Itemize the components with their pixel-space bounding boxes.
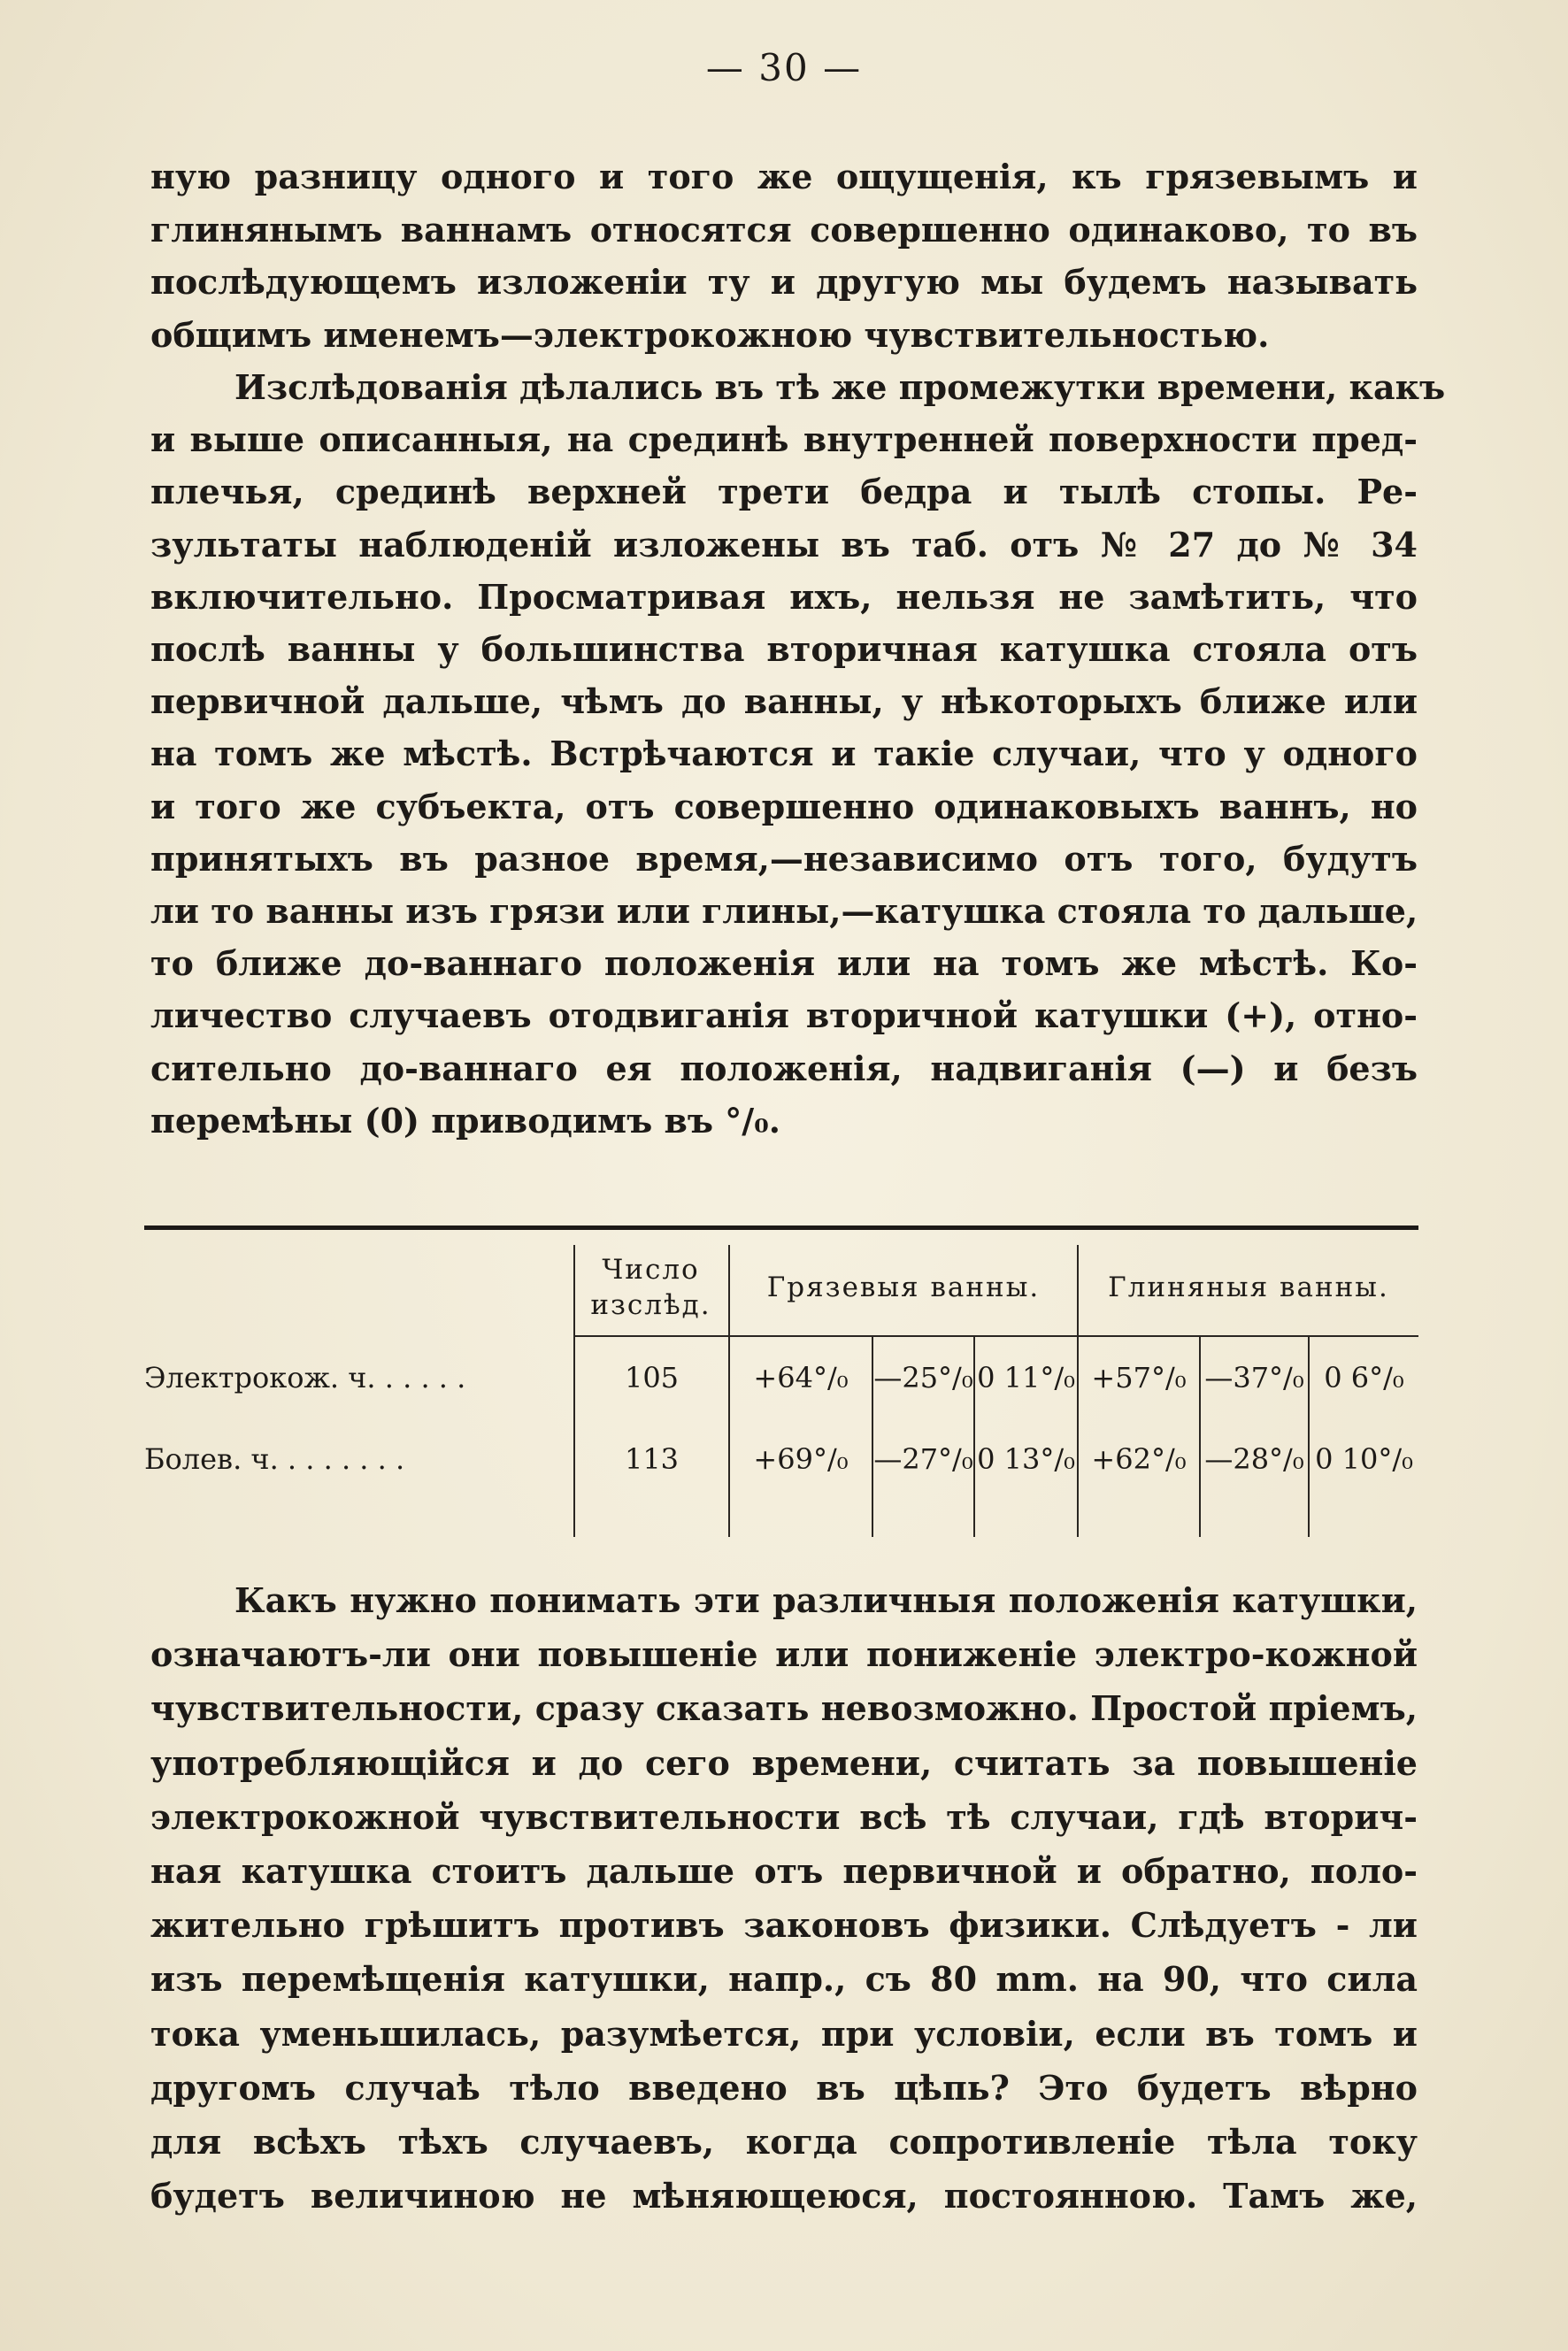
- page-number: — 30 —: [705, 46, 863, 89]
- text-line: первичной дальше, чѣмъ до ванны, у нѣкоторыхъ ближе или: [150, 681, 1418, 722]
- text-line: ную разницу одного и того же ощущенія, къ грязевымъ и: [150, 157, 1418, 196]
- cell-count: 113: [624, 1442, 680, 1476]
- cell-mud-zero: 0 13°/₀: [977, 1442, 1075, 1476]
- cell-mud-minus: —25°/₀: [873, 1361, 973, 1394]
- text-line: Какъ нужно понимать эти различныя положенія катушки,: [234, 1580, 1418, 1620]
- text-line: другомъ случаѣ тѣло введено въ цѣпь? Это будетъ вѣрно: [150, 2067, 1418, 2108]
- cell-clay-plus: +57°/₀: [1091, 1361, 1187, 1394]
- text-line: и выше описанныя, на срединѣ внутренней поверхности пред-: [150, 419, 1418, 460]
- cell-mud-minus: —27°/₀: [873, 1442, 973, 1476]
- text-line: изъ перемѣщенія катушки, напр., съ 80 mm. на 90, что сила: [150, 1959, 1418, 2000]
- text-line: зультаты наблюденій изложены въ таб. отъ № 27 до № 34: [150, 524, 1418, 565]
- paragraph-3: [150, 1573, 1418, 2223]
- text-line: Изслѣдованія дѣлались въ тѣ же промежутки времени, какъ: [234, 367, 1446, 407]
- results-table: [144, 1225, 1418, 1544]
- header-clay-baths: Глиняныя ванны.: [1108, 1272, 1389, 1303]
- text-line: жительно грѣшитъ противъ законовъ физики. Слѣдуетъ - ли: [150, 1905, 1418, 1946]
- cell-clay-zero: 0 10°/₀: [1315, 1442, 1413, 1476]
- text-line: послѣдующемъ изложеніи ту и другую мы будемъ называть: [150, 262, 1418, 302]
- text-line: ли то ванны изъ грязи или глины,—катушка стояла то дальше,: [150, 891, 1418, 932]
- text-line: личество случаевъ отодвиганія вторичной катушки (+), отно-: [150, 995, 1418, 1036]
- row-label: Электрокож. ч. . . . . .: [144, 1361, 466, 1394]
- text-line: сительно до-ваннаго ея положенія, надвиганія (—) и безъ: [150, 1048, 1418, 1088]
- text-line: глинянымъ ваннамъ относятся совершенно одинаково, то въ: [150, 209, 1418, 250]
- cell-clay-zero: 0 6°/₀: [1324, 1361, 1404, 1394]
- header-count-line1: Число: [602, 1254, 700, 1286]
- text-line: то ближе до-ваннаго положенія или на томъ же мѣстѣ. Ко-: [150, 943, 1418, 984]
- text-line: для всѣхъ тѣхъ случаевъ, когда сопротивленіе тѣла току: [150, 2122, 1418, 2163]
- text-line: ная катушка стоитъ дальше отъ первичной и обратно, поло-: [150, 1851, 1418, 1892]
- cell-count: 105: [624, 1361, 680, 1394]
- cell-clay-minus: —28°/₀: [1204, 1442, 1304, 1476]
- text-line: перемѣны (0) приводимъ въ °/₀.: [150, 1100, 780, 1141]
- text-line: на томъ же мѣстѣ. Встрѣчаются и такіе случаи, что у одного: [150, 734, 1418, 774]
- cell-mud-plus: +69°/₀: [753, 1442, 849, 1476]
- cell-mud-zero: 0 11°/₀: [977, 1361, 1075, 1394]
- text-line: тока уменьшилась, разумѣется, при условіи, если въ томъ и: [150, 2013, 1418, 2054]
- cell-clay-minus: —37°/₀: [1204, 1361, 1304, 1394]
- header-mud-baths: Грязевыя ванны.: [766, 1272, 1041, 1303]
- text-line: означаютъ-ли они повышеніе или пониженіе электро-кожной: [150, 1634, 1418, 1675]
- text-line: употребляющійся и до сего времени, считать за повышеніе: [150, 1742, 1418, 1783]
- text-line: включительно. Просматривая ихъ, нельзя не замѣтить, что: [150, 576, 1418, 617]
- paragraph-1: [150, 150, 1418, 361]
- table-header-rule: [573, 1335, 1418, 1337]
- text-line: и того же субъекта, отъ совершенно одинаковыхъ ваннъ, но: [150, 786, 1418, 826]
- text-line: принятыхъ въ разное время,—независимо отъ того, будутъ: [150, 838, 1418, 879]
- text-line: электрокожной чувствительности всѣ тѣ случаи, гдѣ вторич-: [150, 1796, 1418, 1837]
- header-count: [573, 1252, 728, 1323]
- text-line: будетъ величиною не мѣняющеюся, постоянною. Тамъ же,: [150, 2176, 1418, 2217]
- cell-mud-plus: +64°/₀: [753, 1361, 849, 1394]
- paragraph-2: [150, 361, 1446, 1147]
- header-count-line2: изслѣд.: [590, 1289, 711, 1321]
- row-label: Болев. ч. . . . . . . .: [144, 1442, 405, 1476]
- cell-clay-plus: +62°/₀: [1091, 1442, 1187, 1476]
- table-top-rule: [144, 1225, 1418, 1230]
- text-line: общимъ именемъ—электрокожною чувствительностью.: [150, 314, 1270, 355]
- text-line: послѣ ванны у большинства вторичная катушка стояла отъ: [150, 629, 1418, 670]
- text-line: плечья, срединѣ верхней трети бедра и тылѣ стопы. Ре-: [150, 472, 1418, 512]
- text-line: чувствительности, сразу сказать невозможно. Простой пріемъ,: [150, 1688, 1418, 1729]
